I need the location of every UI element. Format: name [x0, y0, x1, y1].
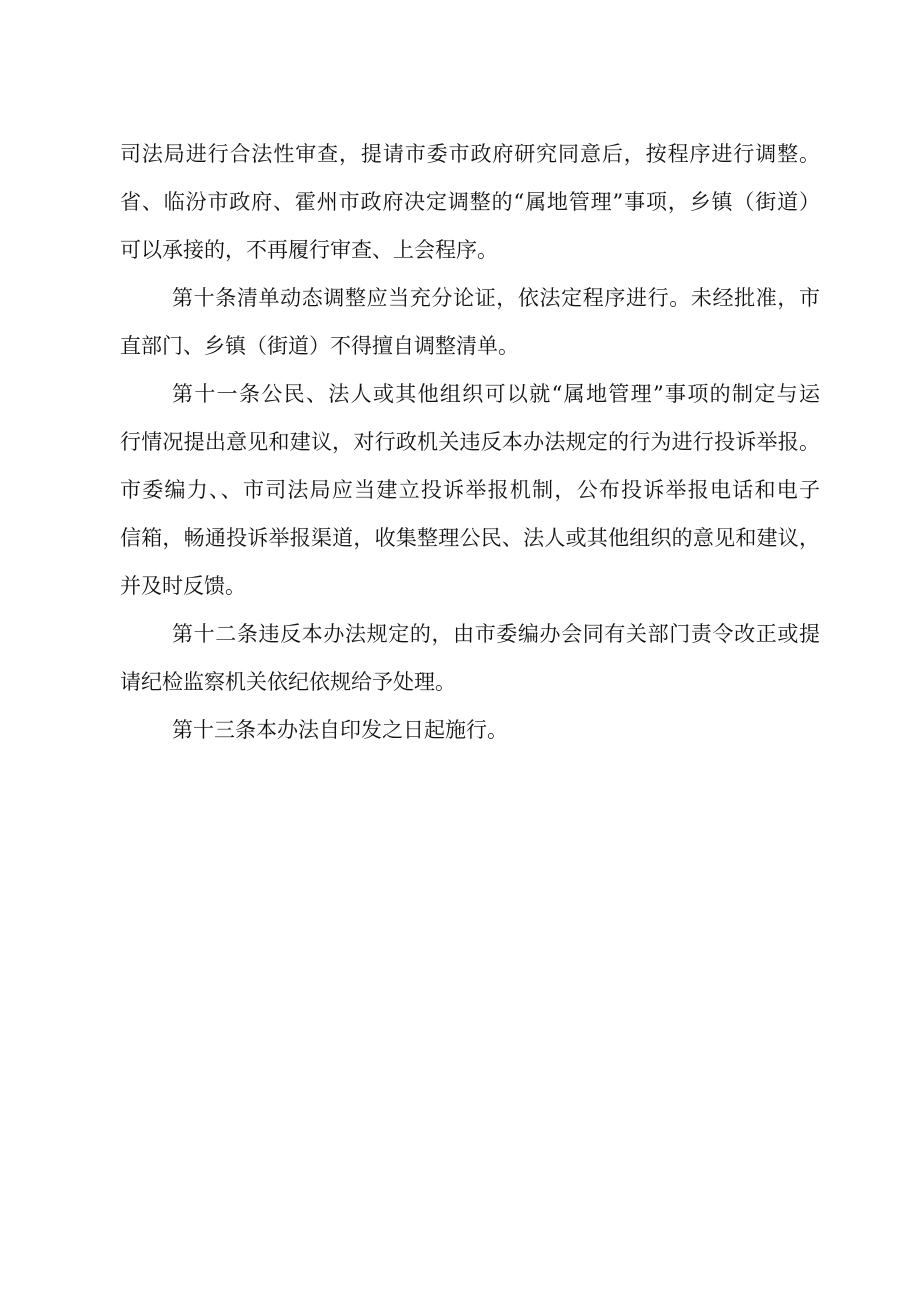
- article-13-line: 第十三条本办法自印发之日起施行。: [172, 718, 508, 742]
- paragraph-line: 司法局进行合法性审查，提请市委市政府研究同意后，按程序进行调整。: [120, 142, 820, 166]
- article-12-line: 第十二条违反本办法规定的，由市委编办会同有关部门责令改正或提: [172, 622, 820, 646]
- article-11-line: 并及时反馈。: [120, 574, 246, 598]
- document-body: [120, 130, 820, 754]
- article-10-line: 第十条清单动态调整应当充分论证，依法定程序进行。未经批准，市: [172, 286, 820, 310]
- article-11-line: 第十一条公民、法人或其他组织可以就“属地管理”事项的制定与运: [172, 382, 820, 406]
- article-12-line: 请纪检监察机关依纪依规给予处理。: [120, 670, 456, 694]
- paragraph-line: 省、临汾市政府、霍州市政府决定调整的“属地管理”事项，乡镇（街道）: [120, 190, 820, 214]
- paragraph-line: 可以承接的，不再履行审查、上会程序。: [120, 238, 498, 262]
- article-10-line: 直部门、乡镇（街道）不得擅自调整清单。: [120, 334, 519, 358]
- article-11-line: 信箱，畅通投诉举报渠道，收集整理公民、法人或其他组织的意见和建议，: [120, 526, 820, 550]
- article-11-line: 市委编力、、市司法局应当建立投诉举报机制，公布投诉举报电话和电子: [120, 478, 820, 502]
- article-11-line: 行情况提出意见和建议，对行政机关违反本办法规定的行为进行投诉举报。: [120, 430, 820, 454]
